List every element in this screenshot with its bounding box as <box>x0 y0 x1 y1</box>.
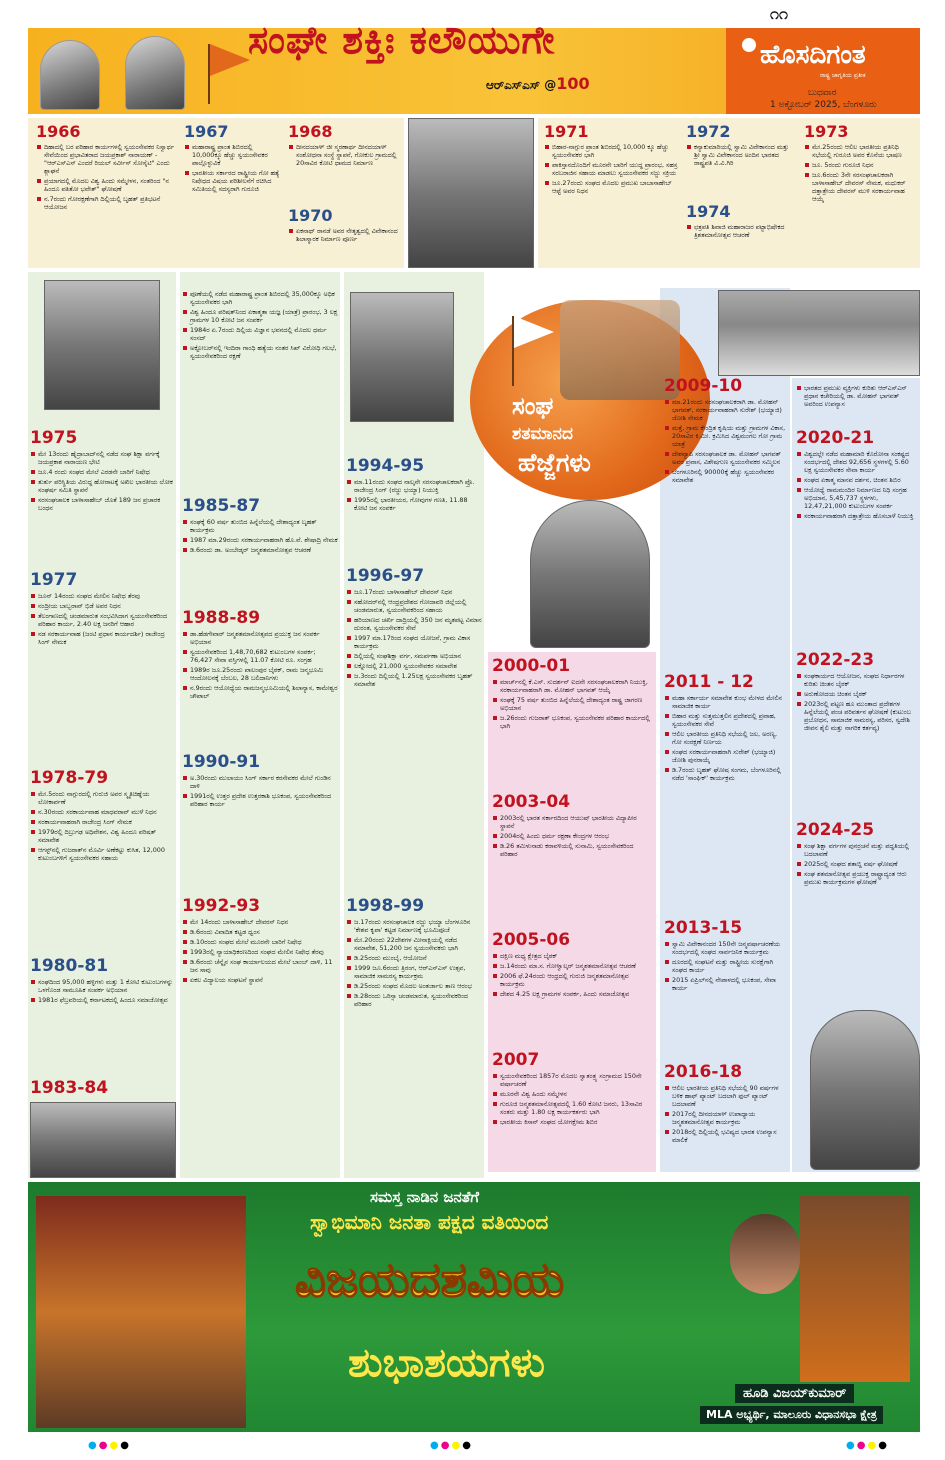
timeline-entry: ಡಿ.6ರಂದು ವಿವಾದಿತ ಕಟ್ಟಡ ಧ್ವಂಸ <box>182 928 338 936</box>
timeline-entry: ತೆಲಂಗಾಣದಲ್ಲಿ ಚಂಡಮಾರುತ ಸಂಭವಿಸಿದಾಗ ಸ್ವಯಂಸೇವಕರಿಂದ ಪರಿಹಾರ ಕಾರ್ಯ, 2.40 ಲಕ್ಷ ಜನರಿಗೆ ಆಹಾರ <box>30 612 174 628</box>
timeline-entry: 1979ರಲ್ಲಿ ದಿಬ್ರುಗಢ ಅಧಿವೇಶನ, ವಿಶ್ವ ಹಿಂದೂ ಪರಿಷತ್ ಸಮಾವೇಶ <box>30 828 174 844</box>
newspaper-name: ಹೊಸದಿಗಂತ <box>760 40 866 70</box>
timeline-year: 1998-99 <box>346 896 425 916</box>
timeline-entry: 2017ರಲ್ಲಿ ದೀನದಯಾಳ್ ಉಪಾಧ್ಯಾಯ ಜನ್ಮಶತಮಾನೋತ್ಸವ ಕಾರ್ಯಕ್ರಮ <box>664 1110 788 1126</box>
timeline-entry: 1995ರಲ್ಲಿ ಭಾರತೀಯರ, ಗೋವುಗಳ ಗಣತಿ, 11.88 ಕೋಟಿ ಜನ ಸಂಪರ್ಕ <box>346 496 482 512</box>
timeline-block <box>182 752 338 808</box>
issue-date: 1 ಅಕ್ಟೋಬರ್ 2025, ಬೆಂಗಳೂರು <box>770 100 877 110</box>
timeline-entry: ಪ್ರಯಾಗದಲ್ಲಿ ಮೊದಲ ವಿಶ್ವ ಹಿಂದು ಸಮ್ಮೇಳನ, ಸಂತರಿಂದ "ನ ಹಿಂದೂ ಪತಿತೋ ಭವೇತ್" ಘೋಷಣೆ <box>36 177 176 193</box>
timeline-year: 1967 <box>184 122 229 141</box>
timeline-entry: ಬಿಹಾರ-ನಾಗ್ಪುರ ಪ್ರಾಂತ ಶಿಬಿರದಲ್ಲಿ 10,000 ಕ್ಕೂ ಹೆಚ್ಚು ಸ್ವಯಂಸೇವಕರ ಭಾಗಿ <box>544 143 680 159</box>
timeline-entry: ಲಕ್ನೋದಲ್ಲಿ 21,000 ಸ್ವಯಂಸೇವಕರ ಸಮಾವೇಶ <box>346 662 482 670</box>
timeline-entry: ಬೆಂಗಳೂರಿನಲ್ಲಿ 90000ಕ್ಕೆ ಹೆಚ್ಚು ಸ್ವಯಂಸೇವಕರ ಸಮಾವೇಶ <box>664 468 788 484</box>
timeline-entry: ಜೂ.17ರಂದು ಬಾಳಾಸಾಹೇಬ್ ದೇವರಸ್ ನಿಧನ <box>346 588 482 596</box>
timeline-entry: 2025ರಲ್ಲಿ ಸಂಘದ ಶತಾಬ್ದಿ ವರ್ಷ ಘೋಷಣೆ <box>796 860 918 868</box>
timeline-block <box>30 768 174 862</box>
timeline-entry: 2018ರಲ್ಲಿ ದಿಲ್ಲಿಯಲ್ಲಿ ಭವಿಷ್ಯದ ಭಾರತ ಉಪನ್ಯಾಸ ಮಾಲಿಕೆ <box>664 1128 788 1144</box>
timeline-entry: ಮಹಾ ಸರ್ಕಾರ್ಯ ಸಮಾವೇಶ ಕುಂಭ ಮೇಳದ ಮೇಲಿನ ಸಾಮಾಜಿಕ ಕಾರ್ಯ <box>664 694 788 710</box>
timeline-entry: ಸಹೋದರ್‌ನಲ್ಲಿ ಆಂಧ್ರಪ್ರದೇಶದ ಗೋದಾವರಿ ಜಿಲ್ಲೆಯಲ್ಲಿ ಚಂಡಮಾರುತ, ಸ್ವಯಂಸೇವಕರಿಂದ ಸಹಾಯ <box>346 598 482 614</box>
timeline-block <box>664 1062 788 1144</box>
timeline-block <box>30 1078 174 1098</box>
marching-volunteers-photo <box>560 300 680 400</box>
timeline-entry: ಸ್ವಯಂಸೇವಕರಿಂದ 1857ರ ಮೊದಲ ಸ್ವಾತಂತ್ರ್ಯ ಸಂಗ್ರಾಮದ 150ನೇ ವರ್ಷಾಚರಣೆ <box>492 1072 652 1088</box>
portrait-photo-sarsanghchalak <box>810 1010 920 1170</box>
timeline-block <box>346 896 482 1008</box>
timeline-year: 1980-81 <box>30 956 109 976</box>
timeline-entry: ಸಂಘಕಾರ್ಯದ ಆಯೋಜನ, ಸಂಘದ ನಿರ್ಧಾರಗಳ ಕುರಿತು ಚಿಂತನ ಬೈಠಕ್ <box>796 672 918 688</box>
timeline-entry: 2006 ಫೆ.24ರಂದು ಆಂಧ್ರದಲ್ಲಿ ಗುರುಜಿ ಜನ್ಮಶತಮಾನೋತ್ಸವ ಕಾರ್ಯಕ್ರಮ <box>492 972 652 988</box>
timeline-year: 1990-91 <box>182 752 261 772</box>
timeline-block <box>664 918 788 992</box>
timeline-entry: ಏಕಲ ವಿದ್ಯಾಲಯ ಸಂಘಟನೆ ಸ್ಥಾಪನೆ <box>182 976 338 984</box>
timeline-entry: 2023ರಲ್ಲಿ ಪಟ್ಟಣ ಹೂ ಮುಂತಾದ ಪ್ರದೇಶಗಳ ಹಿನ್ನೆಲೆಯಲ್ಲಿ ಪಂಚ ಪರಿವರ್ತನ ಘೋಷಣೆ (ಕುಟುಂಬ ಪ್ರಬೋಧನ, ಸಾಮಾಜಿಕ ಸಾಮರಸ್ಯ, ಪರಿಸರ, ಸ್ವದೇಶಿ ಜೀವನ ಶೈಲಿ ಮತ್ತು ನಾಗರಿಕ ಕರ್ತವ್ಯ) <box>796 700 918 732</box>
logo-emblem-icon <box>742 38 756 52</box>
timeline-entry: 1993ರಲ್ಲಿ ನ್ಯಾಯಾಧಿಕರಣದಿಂದ ಸಂಘದ ಮೇಲಿನ ನಿಷೇಧ ತೆರವು <box>182 948 338 956</box>
candidate-role: MLA ಅಭ್ಯರ್ಥಿ, ಮಾಲೂರು ವಿಧಾನಸಭಾ ಕ್ಷೇತ್ರ <box>700 1406 883 1424</box>
timeline-entry: ಡಿ.28ರಂದು ಒರಿಸ್ಸಾ ಚಂಡಮಾರುತ, ಸ್ವಯಂಸೇವಕರಿಂದ ಪರಿಹಾರ <box>346 992 482 1008</box>
newspaper-tagline: ರಾಷ್ಟ್ರ ಜಾಗೃತಿಯ ಪ್ರತೀಕ <box>820 72 866 79</box>
timeline-entry: 2003ರಲ್ಲಿ ಭಾರತ ಸರ್ಕಾರದಿಂದ ಆಯುಷ್ ಭಾರತೀಯ ವಿದ್ಯಾಪೀಠ ಸ್ಥಾಪನೆ <box>492 814 652 830</box>
subtitle-prefix: ಆರ್‌ಎಸ್‌ಎಸ್ @ <box>486 78 557 92</box>
portrait-photo-elder <box>530 500 650 648</box>
timeline-block <box>544 122 680 195</box>
timeline-entry: ಜೂ.27ರಂದು ಸಂಘದ ಮೊದಲ ಪ್ರಮುಖ ಬಾಬಾಸಾಹೇಬ್ ಆಪ್ಟೆ ಅವರ ನಿಧನ <box>544 179 680 195</box>
timeline-entry: ಜ.3ರಂದು ದಿಲ್ಲಿಯಲ್ಲಿ 1.25ಲಕ್ಷ ಸ್ವಯಂಸೇವಕರ ಬೃಹತ್ ಸಮಾವೇಶ <box>346 672 482 688</box>
timeline-entry: ಜೂ.4 ರಂದು ಸಂಘದ ಮೇಲೆ ಎರಡನೇ ಬಾರಿಗೆ ನಿಷೇಧ <box>30 468 174 476</box>
timeline-entry: ಭಾರತೀಯ ಸರ್ಕಾರದ ರಾಷ್ಟ್ರೀಯ ಗೋ ಹತ್ಯೆ ನಿಷೇಧದ ವಿಷಯ ಪರಿಶೀಲನೆಗೆ ರಚಿಸಿದ ಸಮಿತಿಯಲ್ಲಿ ಸದಸ್ಯರಾಗಿ ಗುರೂಜಿ <box>184 169 282 193</box>
timeline-entry: ಏಕನಾಥ್ ರಾನಡೆ ಅವರ ನೇತೃತ್ವದಲ್ಲಿ ವಿವೇಕಾನಂದ ಶಿಲಾಸ್ಮಾರಕ ನಿರ್ಮಾಣ ಪೂರ್ಣ <box>288 227 400 243</box>
timeline-entry: ಮತ್ತೆ, ಗ್ರಾಮ ಕೇಂದ್ರಿತ ಕೃಷಿಯ ಮತ್ತು ಗ್ರಾಮಗಳ ವಿಕಾಸ, 20ಸಾವಿರ ಕಿ.ಮೀ. ಕ್ರಮಿಸಿದ ವಿಶ್ವಮಂಗಲ ಗೋ ಗ್ರಾಮ ಯಾತ್ರೆ <box>664 424 788 448</box>
timeline-entry: ಮೂರನೇ ವಿಶ್ವ ಹಿಂದು ಸಮ್ಮೇಳನ <box>492 1090 652 1098</box>
timeline-year: 1975 <box>30 428 78 448</box>
timeline-entry: ಆಗಸ್ಟ್‌ನಲ್ಲಿ ಗುಜರಾತ್‌ನ ಮೊರ್ವಿ ಅಣೆಕಟ್ಟು ಕುಸಿತ, 12,000 ಕುಟುಂಬಗಳಿಗೆ ಸ್ವಯಂಸೇವಕರ ಸಹಾಯ <box>30 846 174 862</box>
timeline-year: 1992-93 <box>182 896 261 916</box>
timeline-entry: ನಡ ಸರಕಾರ್ಯವಾಹ (ಜಂಟಿ ಪ್ರಧಾನ ಕಾರ್ಯದರ್ಶಿ) ರಾಜೇಂದ್ರ ಸಿಂಗ್ ನೇಮಕ <box>30 630 174 646</box>
timeline-year: 2016-18 <box>664 1062 743 1082</box>
timeline-year: 1970 <box>288 206 333 225</box>
timeline-year: 1983-84 <box>30 1078 109 1098</box>
timeline-year: 1977 <box>30 570 78 590</box>
timeline-entry: ಮಾ.11ರಂದು ಸಂಘದ ನಾಲ್ಕನೇ ಸರಸಂಘಚಾಲಕರಾಗಿ ಪ್ರೊ. ರಾಜೇಂದ್ರ ಸಿಂಗ್ (ರಜ್ಜು ಭಯ್ಯಾ) ನಿಯುಕ್ತಿ <box>346 478 482 494</box>
timeline-year: 2007 <box>492 1050 540 1070</box>
timeline-entry: ಗುರೂಜಿ ಜನ್ಮಶತಮಾನೋತ್ಸವದಲ್ಲಿ 1.60 ಕೋಟಿ ಜನರು, 13ಸಾವಿರ ಸಂತರು ಮತ್ತು 1.80 ಲಕ್ಷ ಕಾರ್ಯಕರ್ತರು ಭಾಗಿ <box>492 1100 652 1116</box>
timeline-entry: 1984ರ ಏ.7ರಂದು ದಿಲ್ಲಿಯ ವಿಜ್ಞಾನ ಭವನದಲ್ಲಿ ಮೊದಲ ಧರ್ಮ ಸಂಸದ್ <box>182 326 338 342</box>
timeline-entry: ಮೇ.25ರಂದು ಆಲಿಲ ಭಾರತೀಯ ಪ್ರತಿನಿಧಿ ಸಭೆಯಲ್ಲಿ ಗುರೂಜಿ ಅವರ ಕೊನೆಯ ಭಾಷಣ <box>804 143 916 159</box>
timeline-year: 1972 <box>686 122 731 141</box>
timeline-block <box>796 650 918 732</box>
timeline-entry: ಹರಿಯಾಣದ ಚರ್ಖಿ ದಾದ್ರಿಯಲ್ಲಿ 350 ಜನ ಮೃತಪಟ್ಟ ವಿಮಾನ ದುರಂತ, ಸ್ವಯಂಸೇವಕರ ಸೇವೆ <box>346 616 482 632</box>
timeline-year: 2022-23 <box>796 650 875 670</box>
timeline-entry: ದಿಹಾದಲ್ಲಿ ಬರ ಪರಿಹಾರ ಕಾರ್ಯಗಳಲ್ಲಿ ಸ್ವಯಂಸೇವಕರ ನಿಸ್ವಾರ್ಥ ಸೇವೆಯಿಂದ ಪ್ರಭಾವಿತರಾದ ಜಯಪ್ರಕಾಶ್ ನಾರಾಯಣ್ - "ಆರ್‌ಎಸ್‌ಎಸ್ ಎಂದರೆ ರಿಯಲ್ ಸರ್ವೀಸ್ ಸೋಸೈಟಿ" ಎಂದು ಶ್ಲಾಘನೆ <box>36 143 176 175</box>
timeline-entry: ಸಂಘದ ಸರಕಾರ್ಯವಾಹರಾಗಿ ಸುರೇಶ್ (ಭಯ್ಯಾಜಿ) ಜೋಶಿ ಪುನರಾಯ್ಕೆ <box>664 748 788 764</box>
ad-party-line: ಸ್ವಾಭಿಮಾನಿ ಜನತಾ ಪಕ್ಷದ ವತಿಯಿಂದ <box>310 1210 549 1234</box>
timeline-block <box>492 930 652 998</box>
timeline-year: 2024-25 <box>796 820 875 840</box>
timeline-block <box>492 1050 652 1126</box>
timeline-entry: ಛತ್ರಪತಿ ಶಿವಾಜಿ ಮಹಾರಾಜರ ಪಟ್ಟಾಭಿಷೇಕದ ತ್ರಿಶತಮಾನೋತ್ಸವ ಆಚರಣೆ <box>686 223 796 239</box>
timeline-entry: ಡಿ.26 ತಮಿಳುನಾಡು ಕರಾವಳಿಯಲ್ಲಿ ಸುನಾಮಿ, ಸ್ವಯಂಸೇವಕರಿಂದ ಪರಿಹಾರ <box>492 842 652 858</box>
timeline-entry: ಅಕ್ಟೋಬರ್‌ನಲ್ಲಿ ಇಂದಿರಾ ಗಾಂಧಿ ಹತ್ಯೆಯ ನಂತರ ಸಿಖ್ ವಿರೋಧಿ ಗಲಭೆ, ಸ್ವಯಂಸೇವಕರಿಂದ ರಕ್ಷಣೆ <box>182 344 338 360</box>
timeline-entry: ಪಾಕಿಸ್ತಾನದೊಂದಿಗೆ ಮೂರನೇ ಬಾರಿಗೆ ಯುದ್ಧ ಪ್ರಾರಂಭ, ಸಹಸ್ರ ಸರಬರಾಜಿನ ಸಹಾಯ ಮಾಡಲು ಸ್ವಯಂಸೇವಕರ ಸಜ್ಜು ಸಕ್ರಿಯ <box>544 161 680 177</box>
page-subtitle <box>486 74 590 93</box>
page-title: ಸಂಘೇ ಶಕ್ತಿಃ ಕಲೌಯುಗೇ <box>248 18 556 62</box>
timeline-entry: ಮೇ 13ರಂದು ಹೈದ್ರಾಬಾದ್‌ನಲ್ಲಿ ನಡೆದ ಸಂಘ ಶಿಕ್ಷಾ ವರ್ಗಕ್ಕೆ ಜಯಪ್ರಕಾಶ ನಾರಾಯಣ ಭೇಟಿ <box>30 450 174 466</box>
timeline-entry: ಆಲಿಲ ಭಾರತೀಯ ಪ್ರತಿನಿಧಿ ಸಭೆಯಲ್ಲಿ ಜಲ, ಅರಣ್ಯ, ಗೋ ಸಂರಕ್ಷಣೆ ನಿರ್ಣಯ <box>664 730 788 746</box>
bhagwa-flag-icon <box>210 44 250 76</box>
timeline-entry: ನ.9ರಂದು ಆಯೋಧ್ಯೆಯ ರಾಮಜನ್ಮಭೂಮಿಯಲ್ಲಿ ಶಿಲಾನ್ಯಾಸ, ಕಾಮೇಶ್ವರ ಚೌಪಾಲ್ <box>182 684 338 700</box>
timeline-block <box>30 956 174 1004</box>
timeline-entry: ಮೇ.20ರಂದು 22ದೇಶಗಳ ಮೀನಾಕ್ಷಿಯಲ್ಲಿ ನಡೆದ ಸಮಾವೇಶ, 51,200 ಜನ ಸ್ವಯಂಸೇವಕರು ಭಾಗಿ <box>346 936 482 952</box>
timeline-entry: ಸ್ವಾಮಿ ವಿವೇಕಾನಂದರ 150ನೇ ಜನ್ಮವರ್ಷಾಚರಣೆಯ ಸಂದರ್ಭದಲ್ಲಿ ಸಂಘದ ಸಾರ್ವಜನಿಕ ಕಾರ್ಯಕ್ರಮ <box>664 940 788 956</box>
timeline-entry: ವಿಶ್ವ ಹಿಂದೂ ಪರಿಷತ್‌ನಿಂದ ಏಕಾತ್ಮತಾ ಯಜ್ಞ (ಯಾತ್ರೆ) ಪ್ರಾರಂಭ, 3 ಲಕ್ಷ ಗ್ರಾಮಗಳ 10 ಕೋಟಿ ಜನ ಸಂಪರ್ಕ <box>182 308 338 324</box>
ad-wishes-title: ಶುಭಾಶಯಗಳು <box>348 1340 545 1386</box>
timeline-entry: ಜೂನ್ 14ರಂದು ಸಂಘದ ಮೇಲಿನ ನಿಷೇಧ ತೆರವು <box>30 592 174 600</box>
timeline-entry: ಸರಕಾರ್ಯವಾಹರಾಗಿ ದತ್ತಾತ್ರೇಯ ಹೊಸಬಾಳೆ ನಿಯುಕ್ತಿ <box>796 512 918 520</box>
timeline-block <box>346 456 482 512</box>
timeline-year: 2011 - 12 <box>664 672 754 692</box>
timeline-block <box>492 656 652 730</box>
left-mid-column-panel <box>180 272 340 1178</box>
timeline-block <box>804 122 916 203</box>
print-registration-marks-right: ●●●● <box>846 1440 889 1451</box>
timeline-block <box>664 672 788 782</box>
timeline-entry: ಮಾ.21ರಂದು ಸರಸಂಘಚಾಲಕರಾಗಿ ಡಾ. ಮೋಹನ್ ಭಾಗವತ್, ಸರಕಾರ್ಯವಾಹರಾಗಿ ಸುರೇಶ್ (ಭಯ್ಯಾಜಿ) ಜೋಶಿ ನೇಮಕ <box>664 398 788 422</box>
print-registration-marks-center: ●●●● <box>430 1440 473 1451</box>
timeline-year: 1968 <box>288 122 333 141</box>
timeline-entry: ಸಂಘಕ್ಕೆ 75 ವರ್ಷ ತುಂಬಿದ ಹಿನ್ನೆಲೆಯಲ್ಲಿ ದೇಶಾದ್ಯಂತ ರಾಷ್ಟ್ರ ಜಾಗರಣ ಅಭಿಯಾನ <box>492 696 652 712</box>
timeline-entry: 2004ರಲ್ಲಿ ಹಿಂದು ಧರ್ಮ ರಕ್ಷಣಾ ಕೇಂದ್ರಗಳ ಆರಂಭ <box>492 832 652 840</box>
timeline-entry: ದೀನದಯಾಳ್ ಜೀ ಸ್ಮರಣಾರ್ಥ ದೀನದಯಾಳ್ ಸಂಶೋಧನಾ ಸಂಸ್ಥೆ ಸ್ಥಾಪನೆ, ಗೋಕುಲ ಗ್ರಾಮದಲ್ಲಿ 20ಸಾವಿರ ಕೋಟಿ ಧಾಮದ ನಿರ್ಮಾಣ <box>288 143 400 167</box>
timeline-entry: ದಕ್ಷಿಣ ಮಧ್ಯ ಕ್ಷೇತ್ರದ ಬೈಠಕ್ <box>492 952 652 960</box>
timeline-block <box>182 288 338 360</box>
timeline-entry: ಸಂಘ ಶತಮಾನೋತ್ಸವ ಪ್ರಯುಕ್ತ ರಾಷ್ಟ್ರಾದ್ಯಂತ ಆರು ಪ್ರಮುಖ ಕಾರ್ಯಕ್ರಮಗಳ ಘೋಷಣೆ <box>796 870 918 886</box>
timeline-block <box>796 382 918 408</box>
timeline-block <box>36 122 176 211</box>
timeline-entry: ದೇಶವ್ಯಾಪಿ ಸರಸಂಘಚಾಲಕ ಡಾ. ಮೋಹನ್ ಭಾಗವತ್ ಅವರ ಪ್ರವಾಸ, ವಿಶೇಷಗುಣ ಸ್ವಯಂಸೇವಕರ ಸಮ್ಮಿಲನ <box>664 450 788 466</box>
mysore-dasara-photo <box>36 1196 246 1428</box>
timeline-entry: ನಂದ್ರೀಯ ಬಾಬ್ಬರಾವ್ ಭಿಡೆ ಅವರ ನಿಧನ <box>30 602 174 610</box>
timeline-year: 1994-95 <box>346 456 425 476</box>
timeline-entry: ಸರಕಾರ್ಯವಾಹರಾಗಿ ರಾಜೇಂದ್ರ ಸಿಂಗ್ ನೇಮಕ <box>30 818 174 826</box>
historic-photo-top <box>408 118 534 268</box>
portrait-photo-center <box>350 292 454 422</box>
timeline-entry: ಸಂಘದ ಏಕಾತ್ಮ ಮಾನವ ದರ್ಶನ, ಚಿಂತನ ಶಿಬಿರ <box>796 476 918 484</box>
timeline-block <box>182 896 338 984</box>
founder-portrait-2 <box>125 36 185 110</box>
timeline-entry: ದಿಲ್ಲಿಯಲ್ಲಿ ಸಂಘಶಿಕ್ಷಾ ವರ್ಗ, ಸಮರ್ಪಣಾ ಅಭಿಯಾನ <box>346 652 482 660</box>
candidate-portrait <box>800 1196 910 1382</box>
timeline-block <box>30 428 174 512</box>
timeline-entry: ದೇಶದ 4.25 ಲಕ್ಷ ಗ್ರಾಮಗಳ ಸಂಪರ್ಕ, ಹಿಂದು ಸಮಾಜೋತ್ಸವ <box>492 990 652 998</box>
timeline-entry: 1981ರ ಫೆಬ್ರವರಿಯಲ್ಲಿ ಕರ್ನಾಟಕದಲ್ಲಿ ಹಿಂದೂ ಸಮಾಜೋತ್ಸವ <box>30 996 174 1004</box>
timeline-block <box>664 376 788 484</box>
timeline-entry: ಕನ್ಯಾಕುಮಾರಿಯಲ್ಲಿ ಸ್ವಾಮಿ ವಿವೇಕಾನಂದ ಮತ್ತು ಶ್ರೀ ಸ್ವಾಮಿ ವಿವೇಕಾನಂದ ಅಂದಿನ ಭಾರತದ ರಾಷ್ಟ್ರಪತಿ ವಿ.ವಿ.ಗಿರಿ <box>686 143 796 167</box>
timeline-block <box>796 428 918 520</box>
timeline-entry: ಡಿ.25ರಂದು ಸಂಘದ ಮೊದಲ ಅಂತರ್ಜಾಲ ತಾಣ ಆರಂಭ <box>346 982 482 990</box>
timeline-block <box>686 202 796 239</box>
timeline-year: 2013-15 <box>664 918 743 938</box>
timeline-entry: ಆಯೋಧ್ಯೆ ರಾಮಮಂದಿರ ನಿರ್ಮಾಣದ ನಿಧಿ ಸಂಗ್ರಹ ಅಭಿಯಾನ, 5,45,737 ಸ್ಥಳಗಳು, 12,47,21,000 ಕುಟುಂಬಗಳ ಸಂಪರ್ಕ <box>796 486 918 510</box>
timeline-year: 1996-97 <box>346 566 425 586</box>
timeline-entry: ಜ.17ರಂದು ಸರಸಂಘಚಾಲಕ ರಜ್ಜು ಭಯ್ಯಾ ಬೆಂಗಳೂರಿನ 'ಕೇಶವ ಕೃಪಾ' ಕಟ್ಟಡ ನಿರ್ಮಾಣಕ್ಕೆ ಭೂಮಿಪೂಜೆ <box>346 918 482 934</box>
timeline-entry: ಮೇ.5ರಂದು ನಾಗ್ಪುರದಲ್ಲಿ ಗುರುಜಿ ಅವರ ಸ್ಮೃತಿಚಿಹ್ನೆಯ ಲೋಕಾರ್ಪಣೆ <box>30 790 174 806</box>
timeline-entry: ಅರುಣೋದಯ ಚಿಂತನ ಬೈಠಕ್ <box>796 690 918 698</box>
timeline-entry: ಆಲಿಲ ಭಾರತೀಯ ಪ್ರತಿನಿಧಿ ಸಭೆಯಲ್ಲಿ 90 ವರ್ಷಗಳ ಬಳಿಕ ಹಾಫ್ ಪ್ಯಾಂಟ್ ಬದಲಾಗಿ ಫುಲ್ ಪ್ಯಾಂಟ್ ಬದಲಾವಣೆ <box>664 1084 788 1108</box>
timeline-entry: 1999 ಜೂ.6ರಂದು ತ್ರಿರಂಗ, ಆರ್‌ಎಸ್‌ಎಸ್ ಉತ್ಸವ, ಸಾಮಾಜಿಕ ಸಾಮರಸ್ಯ ಕಾರ್ಯಕ್ರಮ <box>346 964 482 980</box>
timeline-block <box>182 608 338 700</box>
timeline-block <box>686 122 796 167</box>
emblem-title-line1: ಸಂಘ <box>512 392 554 420</box>
timeline-entry: ಮೇ 14ರಂದು ಬಾಳಾಸಾಹೇಬ್ ದೇವರಸ್ ನಿಧನ <box>182 918 338 926</box>
ad-greeting-line: ಸಮಸ್ತ ನಾಡಿನ ಜನತೆಗೆ <box>370 1188 480 1206</box>
timeline-block <box>796 820 918 886</box>
timeline-entry: 2015 ಏಪ್ರಿಲ್‌ನಲ್ಲಿ ನೇಪಾಳದಲ್ಲಿ ಭೂಕಂಪ, ಸೇವಾ ಕಾರ್ಯ <box>664 976 788 992</box>
timeline-entry: ಸಂಘದಿಂದ 95,000 ಹಳ್ಳಿಗಳು ಮತ್ತು 1 ಕೋಟಿ ಕುಟುಂಬಗಳನ್ನು ಒಳಗೊಂಡ ಸಾಮೂಹಿಕ ಸಂಪರ್ಕ ಅಭಿಯಾನ <box>30 978 174 994</box>
print-registration-marks-left: ●●●● <box>88 1440 131 1451</box>
subtitle-number: 100 <box>556 74 590 93</box>
timeline-block <box>182 496 338 554</box>
portrait-photo-left <box>44 280 160 410</box>
timeline-entry: ಜೂ. 5ರಂದು ಗುರೂಜಿ ನಿಧನ <box>804 161 916 169</box>
timeline-entry: ಮಾರ್ಚ್‌ನಲ್ಲಿ ಕೆ.ಎಸ್. ಸುದರ್ಶನ್ ಐದನೇ ಸರಸಂಘಚಾಲಕರಾಗಿ ನಿಯುಕ್ತಿ, ಸರಕಾರ್ಯವಾಹರಾಗಿ ಡಾ. ಮೋಹನ್ ಭಾಗವತ್ ಆಯ್ಕೆ <box>492 678 652 694</box>
timeline-entry: ಡಿ.10ರಂದು ಸಂಘದ ಮೇಲೆ ಮೂರನೇ ಬಾರಿಗೆ ನಿಷೇಧ <box>182 938 338 946</box>
weekday: ಬುಧವಾರ <box>808 88 837 98</box>
timeline-entry: ಬಿಹಾರ ಮತ್ತು ಸುತ್ತಮುತ್ತಲಿನ ಪ್ರದೇಶದಲ್ಲಿ ಪ್ರವಾಹ, ಸ್ವಯಂಸೇವಕರ ಸೇವೆ <box>664 712 788 728</box>
timeline-entry: ಭಾರತದ ಪ್ರಮುಖ ವ್ಯಕ್ತಿಗಳು ಕುರಿತು ಆರ್‌ಎಸ್‌ಎಸ್ ಪ್ರಧಾನ ಕಚೇರಿಯಲ್ಲಿ ಡಾ. ಮೋಹನ್ ಭಾಗವತ್ ಅವರಿಂದ ಉಪನ್ಯಾಸ <box>796 384 918 408</box>
timeline-year: 1974 <box>686 202 731 221</box>
timeline-year: 1988-89 <box>182 608 261 628</box>
timeline-entry: ಡಿ.7ರಂದು ಬೃಹತ್ ಘೋಷ ಸಂಗಮ, ಬೆಂಗಳೂರಿನಲ್ಲಿ ನಡೆದ 'ಸಾಂಘಿಕ್' ಕಾರ್ಯಕ್ರಮ <box>664 766 788 782</box>
timeline-entry: ಸರಸಂಘಚಾಲಕ ಬಾಳಾಸಾಹೇಬ್ ಜೊತೆ 189 ಜನ ಪ್ರಚಾರಕ ಬಂಧನ <box>30 496 174 512</box>
timeline-block <box>30 570 174 646</box>
timeline-entry: ಮಹಾರಾಷ್ಟ್ರ ಪ್ರಾಂತ ಶಿಬಿರದಲ್ಲಿ 10,000ಕ್ಕೂ ಹೆಚ್ಚು ಸ್ವಯಂಸೇವಕರ ಪಾಲ್ಗೊಳ್ಳುವಿಕೆ <box>184 143 282 167</box>
timeline-entry: 1991ರಲ್ಲಿ ಉತ್ತರ ಪ್ರದೇಶ ಉತ್ತರಕಾಶಿ ಭೂಕಂಪ, ಸ್ವಯಂಸೇವಕರಿಂದ ಪರಿಹಾರ ಕಾರ್ಯ <box>182 792 338 808</box>
timeline-entry: ಜೂ.6ರಂದು 3ನೇ ಸರಸಂಘಚಾಲಕರಾಗಿ ಬಾಳಾಸಾಹೇಬ್ ದೇವರಸ್ ನೇಮಕ, ಮಧುಕರ್ ದತ್ತಾತ್ರೇಯ ದೇವರಸ್ ಮುಳಿ ಸರಕಾರ್ಯವಾಹ ಆಯ್ಕೆ <box>804 171 916 203</box>
timeline-entry: ಡಿ.6ರಂದು ಚೆನ್ನೈನ ಸಂಘ ಕಾರ್ಯಾಲಯದ ಮೇಲೆ ಬಾಂಬ್ ದಾಳಿ, 11 ಜನ ಸಾವು <box>182 958 338 974</box>
timeline-entry: ದೂರದಲ್ಲಿ ಸಂಘಟನೆ ಮತ್ತು ರಾಷ್ಟ್ರೀಯ ಸುರಕ್ಷೆಗಾಗಿ ಸಂಘದ ಕಾರ್ಯ <box>664 958 788 974</box>
timeline-block <box>288 122 400 167</box>
timeline-year: 1978-79 <box>30 768 109 788</box>
timeline-entry: ಭಾರತೀಯ ಕಿಸಾನ್ ಸಂಘದ ಯೋಗಕ್ಷೇಮ ಶಿಬಿರ <box>492 1118 652 1126</box>
timeline-year: 1985-87 <box>182 496 261 516</box>
timeline-year: 1973 <box>804 122 849 141</box>
timeline-year: 2005-06 <box>492 930 571 950</box>
historic-photo-1983 <box>30 1102 176 1178</box>
woman-portrait <box>730 1214 800 1294</box>
emblem-flag-icon <box>514 316 554 348</box>
candidate-name: ಹೂಡಿ ವಿಜಯ್‌ಕುಮಾರ್ <box>735 1384 854 1403</box>
timeline-year: 2020-21 <box>796 428 875 448</box>
timeline-entry: ವಿಶ್ವದಲ್ಲೇ ನಡೆದ ಮಹಾಮಾರಿ ಕೊರೋನಾ ಸಂಕಷ್ಟದ ಸಂದರ್ಭದಲ್ಲಿ ದೇಶದ 92,656 ಸ್ಥಳಗಳಲ್ಲಿ 5.60 ಲಕ್ಷ ಸ್ವಯಂಸೇವಕರ ಸೇವಾ ಕಾರ್ಯ <box>796 450 918 474</box>
timeline-year: 2009-10 <box>664 376 743 396</box>
timeline-entry: ನ.30ರಂದು ಸರಕಾರ್ಯವಾಹ ಮಾಧವರಾವ್ ಮುಳೆ ನಿಧನ <box>30 808 174 816</box>
timeline-entry: ಸಂಘಕ್ಕೆ 60 ವರ್ಷ ತುಂಬಿದ ಹಿನ್ನೆಲೆಯಲ್ಲಿ ದೇಶಾದ್ಯಂತ ಬೃಹತ್ ಕಾರ್ಯಕ್ರಮ <box>182 518 338 534</box>
event-photo-right <box>718 290 920 376</box>
page-number: ೧೧ <box>770 4 788 23</box>
timeline-entry: ಡಿ.6ರಂದು ಡಾ. ಅಂಬೇಡ್ಕರ್ ಜನ್ಮಶತಮಾನೋತ್ಸವ ಆಚರಣೆ <box>182 546 338 554</box>
timeline-entry: ಸ್ವಯಂಸೇವಕರಿಂದ 1,48,70,682 ಕುಟುಂಬಗಳ ಸಂಪರ್ಕ; 76,427 ಸೇವಾ ವಸ್ತಿಗಳಲ್ಲಿ 11.07 ಕೋಟಿ ರೂ. ಸಂಗ್ರಹ <box>182 648 338 664</box>
timeline-year: 2000-01 <box>492 656 571 676</box>
timeline-block <box>184 122 282 193</box>
timeline-entry: ತುರ್ತು ಪರಿಸ್ಥಿತಿಯ ವಿರುದ್ಧ ಹೋರಾಟಕ್ಕೆ ಅಖಿಲ ಭಾರತೀಯ ಲೋಕ ಸಂಘರ್ಷ ಸಮಿತಿ ಸ್ಥಾಪನೆ <box>30 478 174 494</box>
timeline-block <box>492 792 652 858</box>
timeline-entry: ನ.7ರಂದು ಗೋರಕ್ಷಣೆಗಾಗಿ ದಿಲ್ಲಿಯಲ್ಲಿ ಬೃಹತ್ ಪ್ರತಿಭಟನೆ ಆಯೋಜನ <box>36 195 176 211</box>
emblem-title-line2: ಶತಮಾನದ <box>512 424 573 444</box>
timeline-entry: ಜ.26ರಂದು ಗುಜರಾತ್ ಭೂಕಂಪ, ಸ್ವಯಂಸೇವಕರ ಪರಿಹಾರ ಕಾರ್ಯದಲ್ಲಿ ಭಾಗಿ <box>492 714 652 730</box>
emblem-title-line3: ಹೆಜ್ಜೆಗಳು <box>518 448 591 477</box>
timeline-year: 1966 <box>36 122 81 141</box>
timeline-block <box>288 206 400 243</box>
ad-festival-title: ವಿಜಯದಶಮಿಯ <box>295 1252 565 1308</box>
timeline-entry: ಪೂಣೆಯಲ್ಲಿ ನಡೆದ ಮಹಾರಾಷ್ಟ್ರ ಪ್ರಾಂತ ಶಿಬಿರದಲ್ಲಿ 35,000ಕ್ಕೂ ಅಧಿಕ ಸ್ವಯಂಸೇವಕರ ಭಾಗಿ <box>182 290 338 306</box>
timeline-entry: 1989ರ ಜೂ.25ರಂದು ಪಾಲಂಪುರ ಬೈಠಕ್, ರಾಮ ಜನ್ಮಭೂಮಿ ಆಂದೋಲನಕ್ಕೆ ಬೆಂಬಲ, 28 ಬಲಿದಾನಿಗಳು <box>182 666 338 682</box>
timeline-entry: ಸಂಘ ಶಿಕ್ಷಾ ವರ್ಗಗಳ ಪುನರ್ರಚನೆ ಮತ್ತು ಪದ್ಧತಿಯಲ್ಲಿ ಬದಲಾವಣೆ <box>796 842 918 858</box>
timeline-year: 1971 <box>544 122 589 141</box>
timeline-entry: ಅ.30ರಂದು ಮುಲಾಯಂ ಸಿಂಗ್ ಸರ್ಕಾರ ಕರಸೇವಕರ ಮೇಲೆ ಗುಂಡಿನ ದಾಳಿ <box>182 774 338 790</box>
timeline-block <box>346 566 482 688</box>
timeline-year: 2003-04 <box>492 792 571 812</box>
founder-portrait-1 <box>40 40 100 110</box>
timeline-entry: ಡಾ.ಹೆಡಗೇವಾರ್ ಜನ್ಮಶತಮಾನೋತ್ಸವದ ಪ್ರಯುಕ್ತ ಜನ ಸಂಪರ್ಕ ಅಭಿಯಾನ <box>182 630 338 646</box>
timeline-entry: 1997 ಮಾ.17ರಿಂದ ಸಂಘದ ಯೋಜನೆ, ಗ್ರಾಮ ವಿಕಾಸ ಕಾರ್ಯಕ್ರಮ <box>346 634 482 650</box>
timeline-entry: ಡಿ.25ರಂದು ಮುಂಬೈ, ಆಯೋಜನೆ <box>346 954 482 962</box>
timeline-entry: 1987 ಮಾ.29ರಂದು ಸರಕಾರ್ಯವಾಹರಾಗಿ ಹೊ.ವೆ. ಶೇಷಾದ್ರಿ ನೇಮಕ <box>182 536 338 544</box>
timeline-entry: ಜ.14ರಂದು ಮಾ.ಸ. ಗೋಳ್ವಾಲ್ಕರ್ ಜನ್ಮಶತಮಾನೋತ್ಸವ ಆಚರಣೆ <box>492 962 652 970</box>
